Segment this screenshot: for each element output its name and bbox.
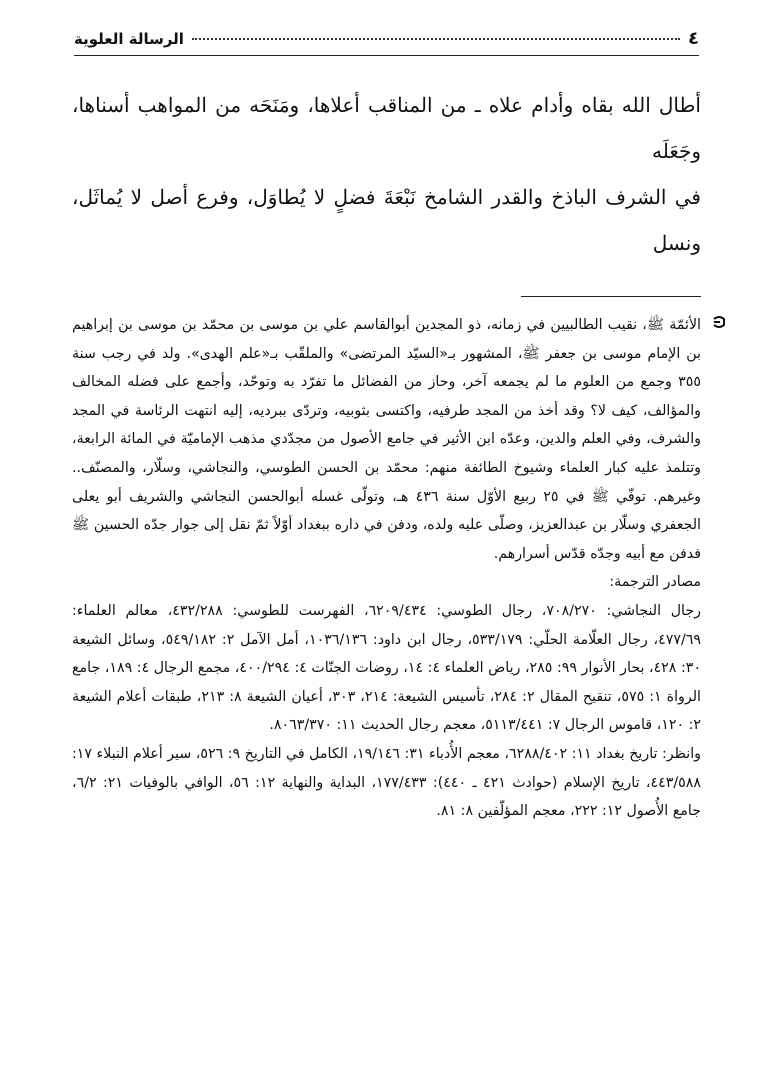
- footnote-paragraph: الأئمّة ﷺ، نقيب الطالبيين في زمانه، ذو المجدين أبوالقاسم علي بن موسى بن محمّد بن موسى بن إبراهيم بن الإمام موسى بن جعفر ﷺ، المشهور بـ«السيّد المرتضى» والملقّب بـ«علم الهدى». ولد في رجب سنة ٣٥٥ وجمع من العلوم ما لم يجمعه آخر، وحاز من الفضائل ما تفرّد به وتوحّد، وأجمع على فضله المخالف والمؤالف، كيف لا؟ وقد أخذ من المجد طرفيه، واكتسى بثوبيه، وتردّى ببرديه، إليه انتهت الرئاسة في المجد والشرف، وفي العلم والدين، وعدّه ابن الأثير في جامع الأصول من مجدّدي مذهب الإماميّة في المائة الرابعة، وتتلمذ عليه كبار العلماء وشيوخ الطائفة منهم: محمّد بن الحسن الطوسي، والنجاشي، وسلّار، والمصنّف.. وغيرهم. توفّي ﷺ في ٢٥ ربيع الأوّل سنة ٤٣٦ هـ، وتولّى غسله أبوالحسن النجاشي والشريف أبو يعلى الجعفري وسلّار بن عبدالعزيز، وصلّى عليه ولده، ودفن في داره ببغداد أوّلاً ثمّ نقل إلى جوار جدّه الحسين ﷺ فدفن مع أبيه وجدّه قدّس أسرارهم.: [72, 317, 701, 562]
- sources-list: [72, 597, 701, 826]
- footnote-continuation-arrow-icon: [711, 314, 727, 330]
- sources-paragraph: رجال النجاشي: ٧٠٨/٢٧٠، رجال الطوسي: ٦٢٠٩/٤٣٤، الفهرست للطوسي: ٤٣٢/٢٨٨، معالم العلماء: ٤٧٧/٦٩، رجال العلّامة الحلّي: ٥٣٣/١٧٩، رجال ابن داود: ١٠٣٦/١٣٦، أمل الآمل ٢: ٥٤٩/١٨٢، وسائل الشيعة ٣٠: ٤٢٨، بحار الأنوار ٩٩: ٢٨٥، رياض العلماء ٤: ١٤، روضات الجنّات ٤: ٤٠٠/٢٩٤، مجمع الرجال ٤: ١٨٩، جامع الرواة ١: ٥٧٥، تنقيح المقال ٢: ٢٨٤، تأسيس الشيعة: ٢١٤، ٣٠٣، أعيان الشيعة ٨: ٢١٣، طبقات أعلام الشيعة ٢: ١٢٠، قاموس الرجال ٧: ٥١١٣/٤٤١، معجم رجال الحديث ١١: ٨٠٦٣/٣٧٠.: [72, 602, 702, 734]
- header-dotted-leader: [192, 38, 680, 40]
- sources-title: مصادر الترجمة:: [609, 574, 701, 591]
- page-number: ٤: [688, 28, 699, 49]
- footnote-divider: [521, 296, 701, 297]
- main-text-line: أطال الله بقاه وأدام علاه ـ من المناقب أعلاها، ومَنَحَه من المواهب أسناها، وجَعَلَه: [72, 93, 701, 163]
- main-text-line: في الشرف الباذخ والقدر الشامخ نَبْعَةَ فضلٍ لا يُطاوَل، وفرع أصل لا يُماثَل، ونسل: [72, 185, 701, 255]
- running-title: الرسالة العلوية: [74, 30, 184, 48]
- running-header: [74, 28, 699, 56]
- footnote-block: [72, 311, 701, 826]
- sources-paragraph: وانظر: تاريخ بغداد ١١: ٦٢٨٨/٤٠٢، معجم الأُدباء ٣١: ١٩/١٤٦، الكامل في التاريخ ٩: ٥٢٦، سير أعلام النبلاء ١٧: ٤٤٣/٥٨٨، تاريخ الإسلام (حوادث ٤٢١ ـ ٤٤٠): ١٧٧/٤٣٣، البداية والنهاية ١٢: ٥٦، الوافي بالوفيات ٢١: ٦/٢، جامع الأُصول ١٢: ٢٢٢، معجم المؤلّفين ٨: ٨١.: [72, 745, 701, 820]
- main-body-text: [72, 82, 701, 266]
